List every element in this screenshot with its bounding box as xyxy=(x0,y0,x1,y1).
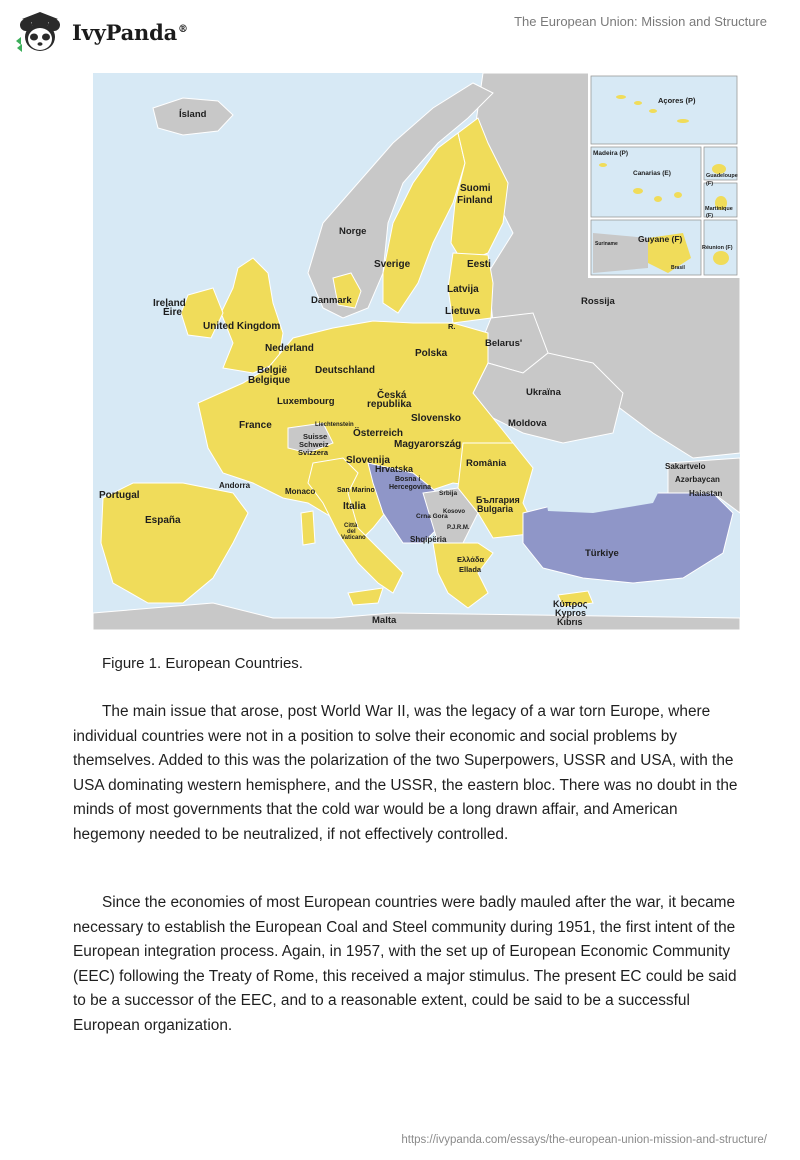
label-vaticano: Vaticano xyxy=(341,535,366,541)
sardinia-region xyxy=(301,511,315,545)
label-kosovo: Kosovo xyxy=(443,509,466,515)
label-guadeloupe: Guadeloupe xyxy=(706,173,738,179)
document-title: The European Union: Mission and Structure xyxy=(514,14,767,29)
label-ukraina: Ukraïna xyxy=(526,387,561,398)
label-osterreich: Österreich xyxy=(353,428,404,439)
label-svizzera: Svizzera xyxy=(298,448,329,457)
label-canarias: Canarias (E) xyxy=(633,170,671,177)
label-luxembourg: Luxembourg xyxy=(277,396,335,407)
label-haiastan: Haiastan xyxy=(689,489,723,498)
label-citta: Città xyxy=(344,523,358,529)
label-suriname: Suriname xyxy=(595,241,618,247)
label-suisse: Suisse xyxy=(303,432,328,441)
body-paragraph: Since the economies of most European countries were badly mauled after the war, it became necessary to establish the European Coal and Steel community during 1951, the first intent of the European integration process. Again, in 1957, with the set up of European Economic Community (EEC) following the Treaty of Rome, this received a major stimulus. The present EC could be said to be a successor of the EEC, and to a reasonable extent, could be said to be a successful European organization. xyxy=(73,894,737,1034)
label-schweiz: Schweiz xyxy=(299,440,329,449)
label-srbija: Srbija xyxy=(439,490,458,497)
label-italia: Italia xyxy=(343,501,366,512)
label-ellada: Ellada xyxy=(459,565,482,574)
label-ireland: Ireland xyxy=(153,298,186,309)
label-hrvatska: Hrvatska xyxy=(375,464,414,474)
label-france: France xyxy=(239,420,272,431)
label-danmark: Danmark xyxy=(311,295,352,306)
body-paragraph: The main issue that arose, post World War II, was the legacy of a war torn Europe, where individual countries were not in a position to solve their economic and social problems by themselves. Added to this was the polarization of the two Superpowers, USSR and USA, with the USA dominating western hemisphere, and the USSR, the eastern bloc. There was no doubt in the minds of most governments that the cold war would be a long drawn affair, and American hegemony needed to be neutralized, if not effectively controlled. xyxy=(73,703,738,843)
island-mark xyxy=(633,188,643,194)
label-monaco: Monaco xyxy=(285,487,316,496)
label-nederland: Nederland xyxy=(265,343,314,354)
label-kypros: Kypros xyxy=(555,608,587,618)
europe-map xyxy=(93,73,740,630)
label-rossija: Rossija xyxy=(581,296,615,307)
label-martinique-f: (F) xyxy=(706,213,714,219)
label-hercegovina: Hercegovina xyxy=(389,484,432,491)
island-mark xyxy=(713,251,729,265)
label-lietuva: Lietuva xyxy=(445,306,481,317)
label-liechtenstein: Liechtenstein xyxy=(315,422,354,428)
inset-acores xyxy=(591,76,737,144)
island-mark xyxy=(634,101,642,105)
label-portugal: Portugal xyxy=(99,490,140,501)
island-mark xyxy=(674,192,682,198)
label-slovenija: Slovenija xyxy=(346,455,390,466)
label-madeira: Madeira (P) xyxy=(593,150,629,157)
label-guadeloupe-f: (F) xyxy=(706,181,714,187)
label-belgique: Belgique xyxy=(248,375,291,386)
label-slovensko: Slovensko xyxy=(411,413,462,424)
island-mark xyxy=(599,163,607,167)
label-russia-r: R. xyxy=(448,322,456,331)
label-martinique: Martinique xyxy=(705,206,733,212)
label-turkiye: Türkiye xyxy=(585,548,619,559)
label-romania: România xyxy=(466,458,507,469)
page-header xyxy=(0,0,800,70)
label-moldova: Moldova xyxy=(508,418,547,429)
label-united-kingdom: United Kingdom xyxy=(203,321,281,332)
label-brasil: Brasil xyxy=(671,265,685,271)
label-bulgaria-cyrillic: България xyxy=(476,495,520,505)
label-acores: Açores (P) xyxy=(658,96,696,105)
panda-graduate-icon xyxy=(14,10,66,54)
label-eire: Éire xyxy=(163,307,182,318)
label-azerbaycan: Azərbaycan xyxy=(675,475,720,484)
label-malta: Malta xyxy=(372,615,397,626)
label-suomi: Suomi xyxy=(460,183,491,194)
label-finland: Finland xyxy=(457,195,493,206)
brand-logo[interactable] xyxy=(14,10,188,54)
source-url[interactable]: https://ivypanda.com/essays/the-european-union-mission-and-structure/ xyxy=(401,1134,767,1146)
label-del: del xyxy=(347,529,356,535)
label-reunion: Réunion (F) xyxy=(702,245,733,251)
label-sverige: Sverige xyxy=(374,259,411,270)
figure-caption: Figure 1. European Countries. xyxy=(102,655,303,672)
label-belarus: Belarus' xyxy=(485,338,523,349)
label-andorra: Andorra xyxy=(219,481,251,490)
label-espana: España xyxy=(145,515,181,526)
label-republika: republika xyxy=(367,399,412,410)
label-ceska: Česká xyxy=(377,390,407,401)
label-norge: Norge xyxy=(339,226,367,237)
label-ellada-greek: Ελλάδα xyxy=(457,555,485,564)
label-eesti: Eesti xyxy=(467,259,491,270)
island-mark xyxy=(677,119,689,123)
label-pjrm: P.J.R.M. xyxy=(447,525,470,531)
label-guyane: Guyane (F) xyxy=(638,234,683,244)
label-island: Ísland xyxy=(179,109,207,120)
island-mark xyxy=(654,196,662,202)
island-mark xyxy=(649,109,657,113)
inset-madeira-canarias xyxy=(591,147,701,217)
label-bosna: Bosna i xyxy=(395,476,421,483)
brand-name: IvyPanda® xyxy=(72,19,188,45)
label-polska: Polska xyxy=(415,348,448,359)
europe-map-figure xyxy=(93,73,740,630)
label-latvija: Latvija xyxy=(447,284,479,295)
label-shqiperia: Shqipëria xyxy=(410,535,447,544)
label-kypros-greek: Κύπρος xyxy=(553,599,588,609)
label-crna-gora: Crna Gora xyxy=(416,513,448,520)
label-deutschland: Deutschland xyxy=(315,365,376,376)
label-san-marino: San Marino xyxy=(337,487,375,494)
island-mark xyxy=(616,95,626,99)
label-belgie: België xyxy=(257,365,288,376)
label-magyarorszag: Magyarország xyxy=(394,439,462,450)
label-kibris: Kıbrıs xyxy=(557,617,583,627)
label-bulgaria: Bulgaria xyxy=(477,504,514,514)
label-sakartvelo: Sakartvelo xyxy=(665,462,706,471)
